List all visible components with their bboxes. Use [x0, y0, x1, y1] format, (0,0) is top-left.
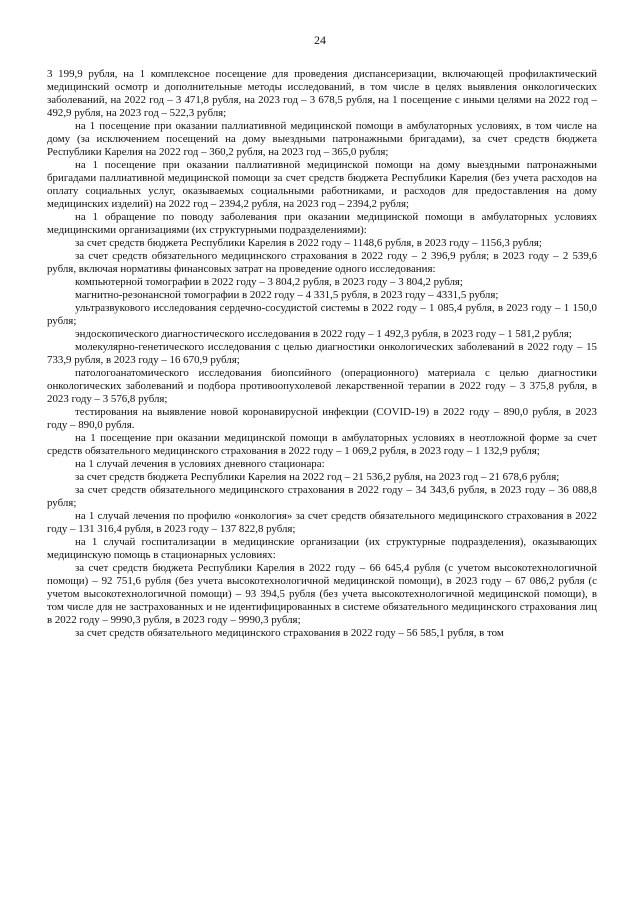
paragraph: эндоскопического диагностического исследования в 2022 году – 1 492,3 рубля, в 2023 году – 1 581,2 рубля;: [75, 328, 572, 340]
paragraph: за счет средств обязательного медицинского страхования в 2022 году – 56 585,1 рубля, в том: [75, 627, 504, 639]
paragraph: на 1 посещение при оказании паллиативной медицинской помощи в амбулаторных условиях, в том числе на дому (за исключением посещений на дому выездными патронажными бригадами), за счет средств бюджета Республики Карелия на 2022 год – 360,2 рубля, на 2023 год – 365,0 рубля;: [47, 120, 597, 158]
page-number: 24: [314, 33, 326, 47]
paragraph: на 1 случай лечения в условиях дневного стационара:: [75, 458, 325, 470]
paragraph: магнитно-резонансной томографии в 2022 году – 4 331,5 рубля, в 2023 году – 4331,5 рубля;: [75, 289, 499, 301]
paragraph: на 1 посещение при оказании медицинской помощи в амбулаторных условиях в неотложной форме за счет средств обязательного медицинского страхования в 2022 году – 1 069,2 рубля, в 2023 году – 1 132,9 рубля;: [47, 432, 597, 457]
paragraph: за счет средств бюджета Республики Карелия в 2022 году – 66 645,4 рубля (с учетом высокотехнологичной помощи) – 92 751,6 рубля (без учета высокотехнологичной медицинской помощи), в 2023 году – 67 086,2 рубля (с учетом высокотехнологичной помощи) – 93 394,5 рубля (без учета высокотехнологичной медицинской помощи), в том числе для не застрахованных и не идентифицированных в системе обязательного медицинского страхования лиц в 2022 году – 9990,3 рубля, в 2023 году – 9990,3 рубля;: [47, 562, 597, 626]
paragraph: за счет средств бюджета Республики Карелия на 2022 год – 21 536,2 рубля, на 2023 год – 21 678,6 рубля;: [75, 471, 560, 483]
paragraph: 3 199,9 рубля, на 1 комплексное посещение для проведения диспансеризации, включающей профилактический медицинский осмотр и дополнительные методы исследований, в том числе в целях выявления онкологических заболеваний, на 2022 год – 3 471,8 рубля, на 2023 год – 3 678,5 рубля, на 1 посещение с иными целями на 2022 год – 492,9 рубля, на 2023 год – 522,3 рубля;: [47, 68, 597, 119]
body-text: [47, 68, 597, 640]
paragraph: на 1 случай лечения по профилю «онкология» за счет средств обязательного медицинского страхования в 2022 году – 131 316,4 рубля, в 2023 году – 137 822,8 рубля;: [47, 510, 597, 535]
paragraph: за счет средств обязательного медицинского страхования в 2022 году – 34 343,6 рубля, в 2023 году – 36 088,8 рубля;: [47, 484, 597, 509]
paragraph: на 1 случай госпитализации в медицинские организации (их структурные подразделения), оказывающих медицинскую помощь в стационарных условиях:: [47, 536, 597, 561]
paragraph: ультразвукового исследования сердечно-сосудистой системы в 2022 году – 1 085,4 рубля, в 2023 году – 1 150,0 рубля;: [47, 302, 597, 327]
paragraph: тестирования на выявление новой коронавирусной инфекции (COVID-19) в 2022 году – 890,0 рубля, в 2023 году – 890,0 рубля.: [47, 406, 597, 431]
paragraph: молекулярно-генетического исследования с целью диагностики онкологических заболеваний в 2022 году – 15 733,9 рубля, в 2023 году – 16 670,9 рубля;: [47, 341, 597, 366]
paragraph: компьютерной томографии в 2022 году – 3 804,2 рубля, в 2023 году – 3 804,2 рубля;: [75, 276, 463, 288]
paragraph: за счет средств обязательного медицинского страхования в 2022 году – 2 396,9 рубля; в 2023 году – 2 539,6 рубля, включая нормативы финансовых затрат на проведение одного исследования:: [47, 250, 597, 275]
paragraph: патологоанатомического исследования биопсийного (операционного) материала с целью диагностики онкологических заболеваний и подбора противоопухолевой лекарственной терапии в 2022 году – 3 375,8 рубля, в 2023 году – 3 576,8 рубля;: [47, 367, 597, 405]
paragraph: за счет средств бюджета Республики Карелия в 2022 году – 1148,6 рубля, в 2023 году – 1156,3 рубля;: [75, 237, 542, 249]
paragraph: на 1 обращение по поводу заболевания при оказании медицинской помощи в амбулаторных условиях медицинскими организациями (их структурными подразделениями):: [47, 211, 597, 236]
paragraph: на 1 посещение при оказании паллиативной медицинской помощи на дому выездными патронажными бригадами паллиативной медицинской помощи за счет средств бюджета Республики Карелия (без учета расходов на оплату социальных услуг, оказываемых социальными работниками, и расходов для предоставления на дому медицинских изделий) на 2022 год – 2394,2 рубля, на 2023 год – 2394,2 рубля;: [47, 159, 597, 210]
